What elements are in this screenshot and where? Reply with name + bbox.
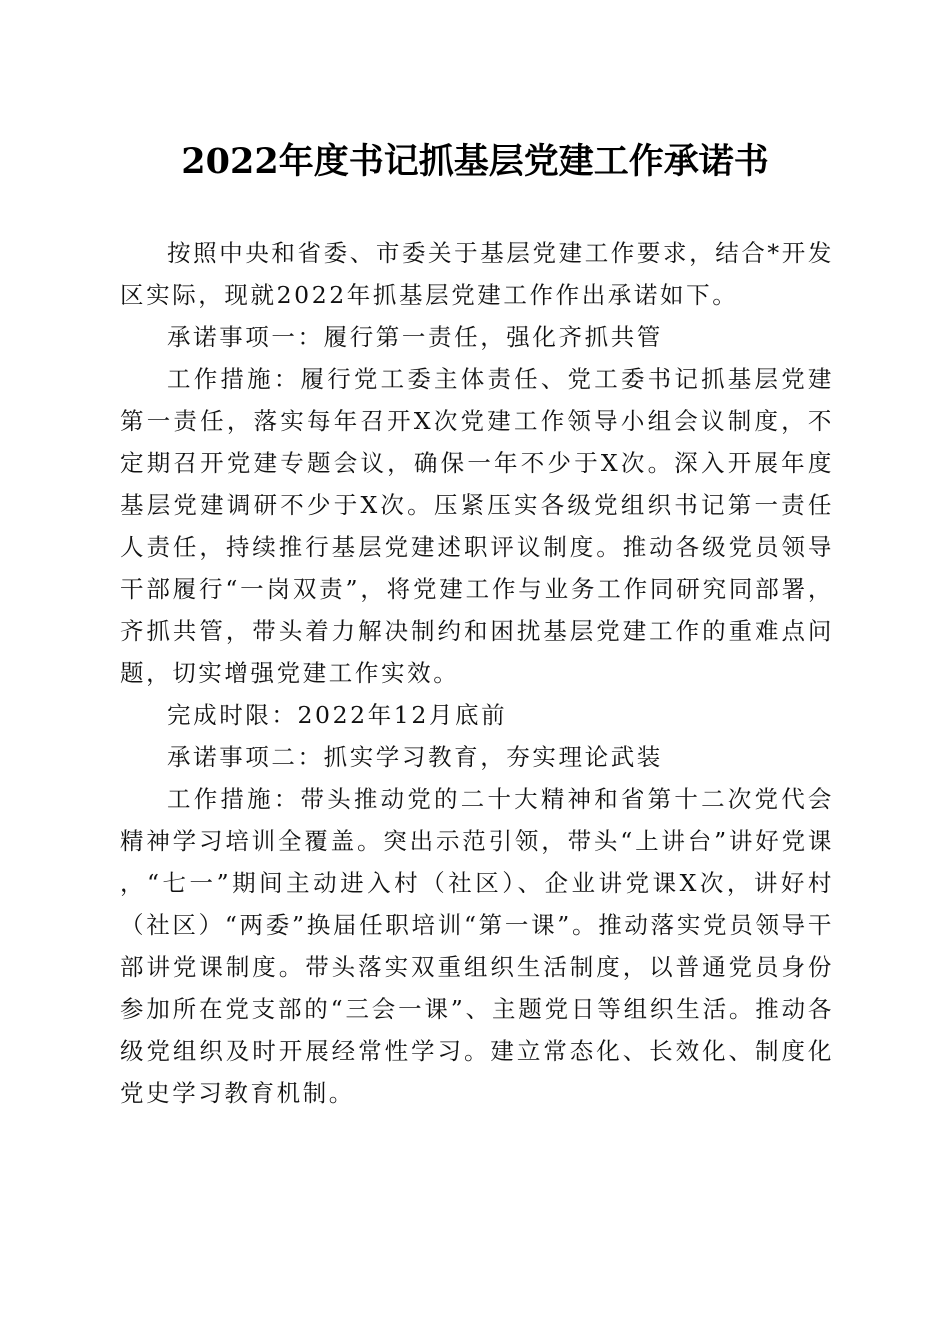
page-title: 2022年度书记抓基层党建工作承诺书: [181, 141, 769, 182]
commitment-item-2-heading: 承诺事项二：抓实学习教育，夯实理论武装: [167, 743, 663, 771]
commitment-item-1-measures: 工作措施：履行党工委主体责任、党工委书记抓基层党建第一责任，落实每年召开X次党建工作领导小组会议制度，不定期召开党建专题会议，确保一年不少于X次。深入开展年度基层党建调研不少于X次。压紧压实各级党组织书记第一责任人责任，持续推行基层党建述职评议制度。推动各级党员领导干部履行“一岗双责”，将党建工作与业务工作同研究同部署，齐抓共管，带头着力解决制约和困扰基层党建工作的重难点问题，切实增强党建工作实效。: [120, 365, 834, 687]
commitment-item-2-measures: 工作措施：带头推动党的二十大精神和省第十二次党代会精神学习培训全覆盖。突出示范引领，带头“上讲台”讲好党课，“七一”期间主动进入村（社区）、企业讲党课X次，讲好村（社区）“两委”换届任职培训“第一课”。推动落实党员领导干部讲党课制度。带头落实双重组织生活制度，以普通党员身份参加所在党支部的“三会一课”、主题党日等组织生活。推动各级党组织及时开展经常性学习。建立常态化、长效化、制度化党史学习教育机制。: [120, 785, 834, 1107]
document-body: [120, 232, 834, 1114]
commitment-item-1-deadline: 完成时限：2022年12月底前: [167, 701, 508, 729]
commitment-item-1-heading: 承诺事项一：履行第一责任，强化齐抓共管: [167, 323, 663, 351]
intro-paragraph: 按照中央和省委、市委关于基层党建工作要求，结合*开发区实际，现就2022年抓基层党建工作作出承诺如下。: [120, 239, 834, 309]
